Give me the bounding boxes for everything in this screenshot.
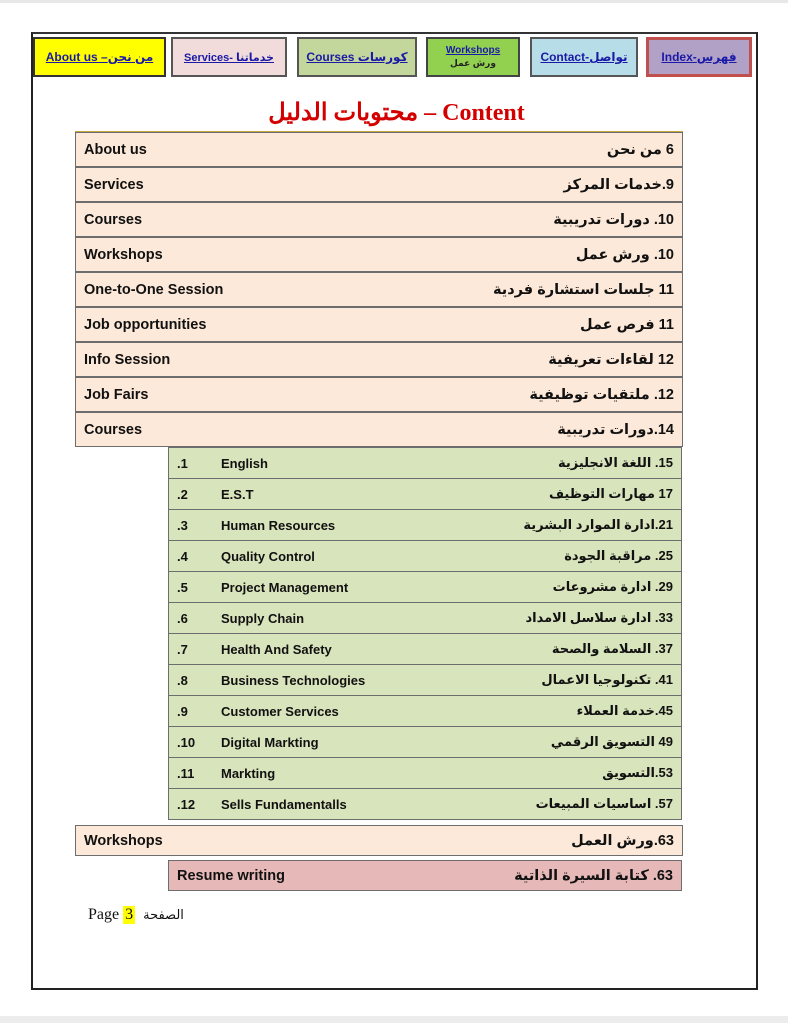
course-ar: 53.التسويق — [602, 765, 673, 780]
toc-row-en: Workshops — [84, 246, 163, 263]
nav-contact[interactable] — [530, 37, 638, 77]
toc-row-en: Courses — [84, 421, 143, 438]
course-row-hr[interactable] — [168, 509, 682, 541]
course-ar: 15. اللغة الانجليزية — [557, 455, 673, 470]
course-num: .3 — [177, 517, 188, 533]
nav-services[interactable] — [171, 37, 287, 77]
course-ar: 57. اساسيات المبيعات — [535, 796, 673, 811]
page-label: Page — [88, 906, 120, 923]
course-num: .5 — [177, 579, 188, 595]
toc-row-ar: 9.خدمات المركز — [563, 176, 674, 193]
course-ar: 21.ادارة الموارد البشرية — [523, 517, 673, 532]
toc-row-ar: 63. كتابة السيرة الذاتية — [514, 867, 673, 884]
course-row-digital[interactable] — [168, 726, 682, 758]
course-ar: 33. ادارة سلاسل الامداد — [525, 610, 673, 625]
course-num: .1 — [177, 455, 188, 471]
course-row-health[interactable] — [168, 633, 682, 665]
page-title: محتويات الدليل – Content — [268, 100, 525, 126]
course-ar: 41. تكنولوجيا الاعمال — [541, 672, 673, 687]
page-number: 3 — [125, 906, 134, 923]
course-num: .6 — [177, 610, 188, 626]
page-label-ar: الصفحة — [143, 907, 184, 923]
course-en: Digital Markting — [221, 734, 319, 750]
toc-row-en: Services — [84, 176, 144, 193]
course-row-supply[interactable] — [168, 602, 682, 634]
toc-row-ar: 11 جلسات استشارة فردية — [492, 281, 674, 298]
toc-row-ar: 10. ورش عمل — [575, 246, 674, 263]
top-edge — [0, 0, 788, 3]
course-num: .7 — [177, 641, 188, 657]
course-en: Business Technologies — [221, 672, 366, 688]
course-en: English — [221, 455, 268, 471]
course-ar: 17 مهارات التوظيف — [548, 486, 673, 501]
toc-row-ar: 14.دورات تدريبية — [557, 421, 674, 438]
course-row-markting[interactable] — [168, 757, 682, 789]
course-row-english[interactable] — [168, 447, 682, 479]
course-en: Health And Safety — [221, 641, 332, 657]
toc-row-ar: 11 فرص عمل — [580, 316, 674, 333]
toc-row-ar: 63.ورش العمل — [571, 832, 674, 849]
document-page — [31, 32, 758, 990]
toc-row-en: Resume writing — [177, 867, 285, 884]
toc-row-info-session[interactable] — [75, 342, 683, 377]
course-row-business[interactable] — [168, 664, 682, 696]
toc-row-ar: 10. دورات تدريبية — [553, 211, 674, 228]
toc-row-services[interactable] — [75, 167, 683, 202]
course-en: Project Management — [221, 579, 349, 595]
nav-contact-link[interactable]: Contact-تواصل — [540, 50, 628, 64]
nav-courses[interactable] — [297, 37, 417, 77]
course-ar: 25. مراقبة الجودة — [564, 548, 673, 563]
course-row-customer[interactable] — [168, 695, 682, 727]
nav-about-us[interactable] — [33, 37, 166, 77]
toc-row-about-us[interactable] — [75, 132, 683, 167]
page-footer — [88, 906, 184, 924]
toc-row-job-opportunities[interactable] — [75, 307, 683, 342]
nav-index-link[interactable]: Index-فهرس — [661, 50, 737, 64]
toc-row-one-to-one[interactable] — [75, 272, 683, 307]
toc-row-resume-writing[interactable] — [168, 860, 682, 891]
course-num: .8 — [177, 672, 188, 688]
toc-row-ar: 6 من نحن — [606, 141, 674, 158]
nav-workshops[interactable] — [426, 37, 520, 77]
toc-row-courses-list[interactable] — [75, 412, 683, 447]
nav-workshops-link[interactable]: Workshops — [445, 45, 501, 56]
course-en: Sells Fundamentalls — [221, 796, 347, 812]
toc-row-en: Workshops — [84, 832, 163, 849]
course-num: .11 — [177, 765, 195, 781]
course-num: .4 — [177, 548, 188, 564]
course-row-quality[interactable] — [168, 540, 682, 572]
bottom-edge — [0, 1016, 788, 1023]
course-row-sells[interactable] — [168, 788, 682, 820]
toc-row-en: About us — [84, 141, 147, 158]
course-en: Quality Control — [221, 548, 315, 564]
course-row-project[interactable] — [168, 571, 682, 603]
course-ar: 37. السلامة والصحة — [551, 641, 673, 656]
course-en: E.S.T — [221, 486, 254, 502]
course-en: Supply Chain — [221, 610, 305, 626]
toc-row-ar: 12. ملتقيات توظيفية — [529, 386, 674, 403]
toc-row-en: Courses — [84, 211, 143, 228]
course-en: Human Resources — [221, 517, 336, 533]
course-ar: 29. ادارة مشروعات — [552, 579, 673, 594]
course-num: .2 — [177, 486, 188, 502]
course-num: .9 — [177, 703, 188, 719]
toc-row-en: Info Session — [84, 351, 171, 368]
toc-row-ar: 12 لقاءات تعريفية — [548, 351, 674, 368]
nav-courses-link[interactable]: Courses كورسات — [306, 50, 408, 64]
nav-about-us-link[interactable]: About us –من نحن — [45, 50, 154, 64]
nav-index[interactable] — [646, 37, 752, 77]
toc-row-workshops-section[interactable] — [75, 825, 683, 856]
toc-row-courses[interactable] — [75, 202, 683, 237]
course-num: .12 — [177, 796, 196, 812]
course-row-est[interactable] — [168, 478, 682, 510]
nav-workshops-sublabel: ورش عمل — [450, 58, 496, 68]
toc-row-en: One-to-One Session — [84, 281, 224, 298]
toc-row-workshops[interactable] — [75, 237, 683, 272]
course-en: Markting — [221, 765, 276, 781]
toc-row-job-fairs[interactable] — [75, 377, 683, 412]
course-ar: 45.خدمة العملاء — [576, 703, 673, 718]
nav-services-link[interactable]: Services- خدماتنا — [184, 51, 274, 64]
course-en: Customer Services — [221, 703, 339, 719]
toc-row-en: Job Fairs — [84, 386, 149, 403]
course-ar: 49 التسويق الرقمي — [550, 734, 673, 749]
course-num: .10 — [177, 734, 196, 750]
toc-row-en: Job opportunities — [84, 316, 207, 333]
